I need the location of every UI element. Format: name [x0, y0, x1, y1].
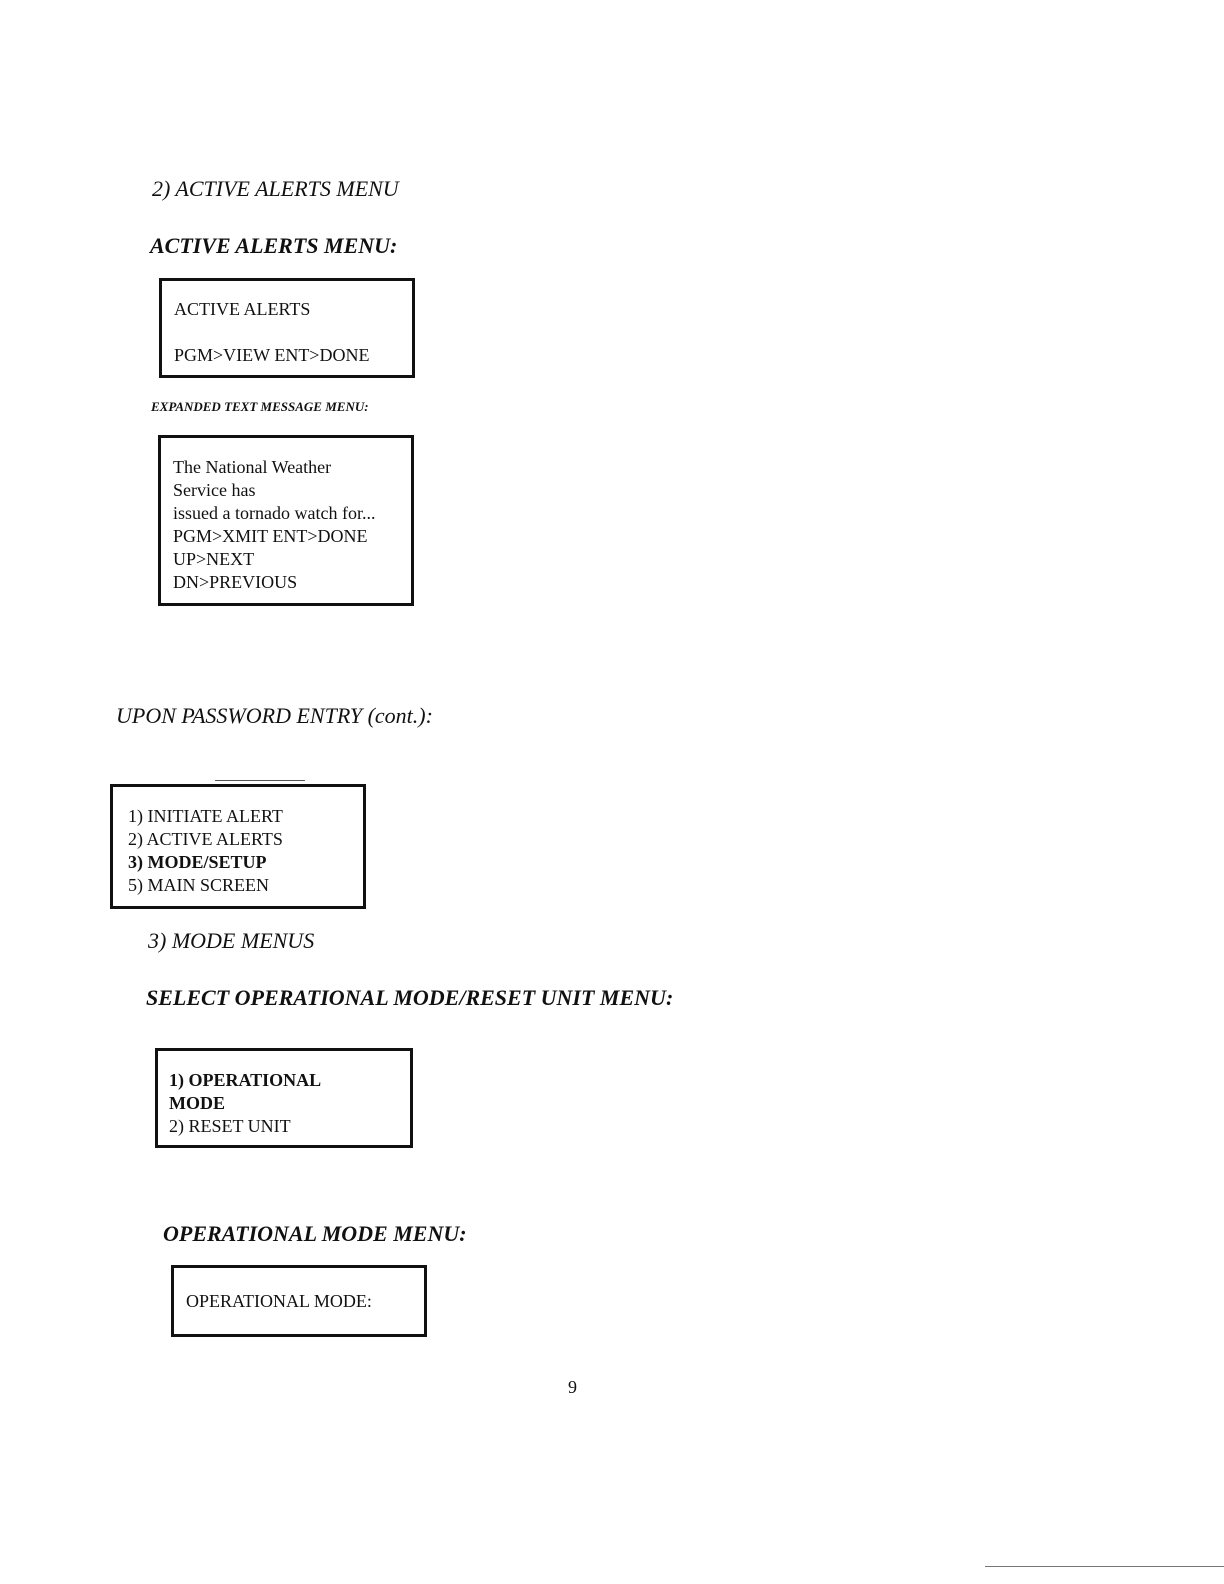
menu-item-selected: 3) MODE/SETUP: [128, 852, 267, 872]
menu-item: 2) RESET UNIT: [169, 1116, 291, 1136]
expanded-text-label: EXPANDED TEXT MESSAGE MENU:: [151, 399, 369, 414]
display-line: issued a tornado watch for...: [173, 503, 376, 523]
menu-item: 5) MAIN SCREEN: [128, 875, 270, 895]
menu-item-selected: MODE: [169, 1093, 225, 1113]
display-line: OPERATIONAL MODE:: [186, 1291, 372, 1311]
menu-item-selected: 1) OPERATIONAL: [169, 1070, 322, 1090]
active-alerts-subheading: ACTIVE ALERTS MENU:: [150, 233, 398, 258]
display-line: UP>NEXT: [173, 549, 255, 569]
display-line: ACTIVE ALERTS: [174, 299, 311, 319]
scan-artifact: [985, 1566, 1224, 1567]
display-line: DN>PREVIOUS: [173, 572, 298, 592]
display-line: PGM>VIEW ENT>DONE: [174, 345, 370, 365]
select-mode-subheading: SELECT OPERATIONAL MODE/RESET UNIT MENU:: [146, 985, 674, 1010]
active-alerts-display: [159, 278, 415, 378]
mode-menus-heading: 3) MODE MENUS: [148, 928, 315, 953]
active-alerts-heading: 2) ACTIVE ALERTS MENU: [152, 176, 399, 201]
main-menu-display: [110, 784, 366, 909]
menu-item: 1) INITIATE ALERT: [128, 806, 283, 826]
operational-mode-heading: OPERATIONAL MODE MENU:: [163, 1221, 467, 1246]
display-line: PGM>XMIT ENT>DONE: [173, 526, 368, 546]
display-line: The National Weather: [173, 457, 332, 477]
scan-artifact: [215, 780, 305, 781]
select-mode-display: [155, 1048, 413, 1148]
operational-mode-display: [171, 1265, 427, 1337]
display-line: Service has: [173, 480, 256, 500]
password-entry-heading: UPON PASSWORD ENTRY (cont.):: [116, 703, 433, 728]
page-number: 9: [568, 1377, 577, 1397]
menu-item: 2) ACTIVE ALERTS: [128, 829, 283, 849]
expanded-text-display: [158, 435, 414, 606]
